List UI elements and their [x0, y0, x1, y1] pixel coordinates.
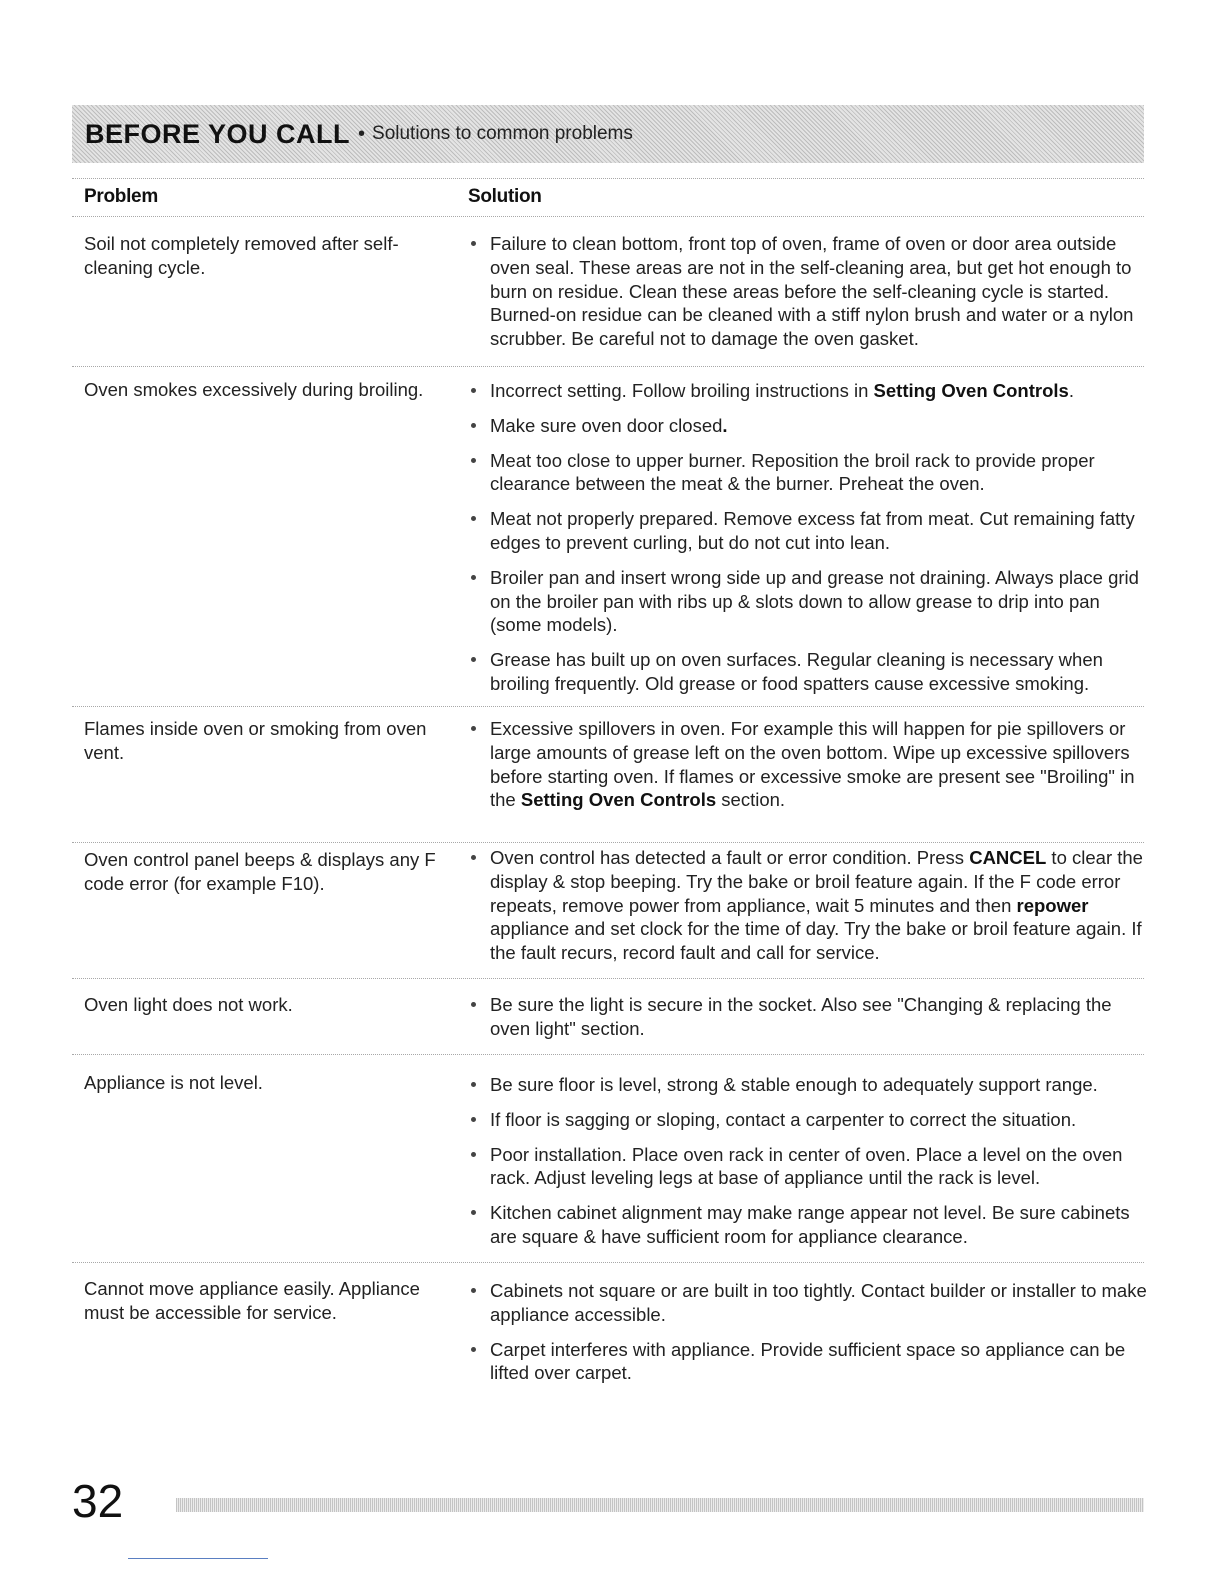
bullet-icon: [471, 657, 476, 662]
solution-item: [468, 379, 1148, 403]
row-divider: [72, 706, 1144, 707]
solution-text: Meat too close to upper burner. Reposition the broil rack to provide proper clearance between the meat & the burner. Preheat the oven.: [490, 449, 1095, 495]
solution-item: [468, 1201, 1148, 1249]
solution-text: .: [1068, 380, 1074, 401]
banner-separator: •: [358, 122, 366, 145]
row-divider: [72, 1262, 1144, 1263]
column-header-problem: Problem: [84, 186, 158, 207]
bullet-icon: [471, 855, 476, 860]
row-divider: [72, 978, 1144, 979]
table-top-rule: [72, 178, 1144, 179]
solution-text: Cabinets not square or are built in too tightly. Contact builder or installer to make appliance accessible.: [490, 1280, 1147, 1325]
row-divider: [72, 842, 1144, 843]
solution-text-bold: repower: [1016, 894, 1089, 916]
bullet-icon: [471, 1082, 476, 1087]
solution-text: Oven control has detected a fault or error condition. Press: [490, 847, 970, 868]
bullet-icon: [471, 1152, 476, 1157]
solution-item: [468, 1073, 1148, 1097]
solution-cell: [468, 1073, 1148, 1249]
solution-item: [468, 1108, 1148, 1132]
header-rule: [72, 216, 1144, 217]
solution-text: Incorrect setting. Follow broiling instructions in: [490, 380, 874, 401]
problem-cell: Flames inside oven or smoking from oven vent.: [84, 718, 427, 763]
solution-text: Be sure floor is level, strong & stable enough to adequately support range.: [490, 1074, 1098, 1095]
solution-item: [468, 507, 1148, 555]
solution-item: [468, 717, 1148, 812]
bullet-icon: [471, 1288, 476, 1293]
problem-cell: Appliance is not level.: [84, 1072, 263, 1093]
bullet-icon: [471, 726, 476, 731]
solution-cell: [468, 379, 1148, 696]
solution-item: [468, 648, 1148, 696]
solution-cell: [468, 1279, 1148, 1385]
problem-cell: Oven smokes excessively during broiling.: [84, 379, 424, 400]
solution-text: Broiler pan and insert wrong side up and grease not draining. Always place grid on the broiler pan with ribs up & slots down to allow grease to drip into pan (some models).: [490, 566, 1139, 636]
bullet-icon: [471, 1210, 476, 1215]
bullet-icon: [471, 575, 476, 580]
solution-text: Excessive spillovers in oven. For example this will happen for pie spillovers or large amounts of grease left on the oven bottom. Wipe up excessive spillovers before starting oven. If flames or excessive smoke are present see "Broiling" in the: [490, 718, 1135, 811]
solution-item: [468, 414, 1148, 438]
solution-text: Grease has built up on oven surfaces. Regular cleaning is necessary when broiling frequently. Old grease or food spatters cause excessive smoking.: [490, 649, 1103, 694]
footer-link-underline: [128, 1558, 268, 1559]
bullet-icon: [471, 1347, 476, 1352]
bullet-icon: [471, 1117, 476, 1122]
solution-text: Meat not properly prepared. Remove excess fat from meat. Cut remaining fatty edges to prevent curling, but do not cut into lean.: [490, 508, 1135, 553]
problem-cell: Oven control panel beeps & displays any F code error (for example F10).: [84, 849, 436, 894]
solution-text-bold: Setting Oven Controls: [873, 380, 1069, 401]
bullet-icon: [471, 388, 476, 393]
banner-title: BEFORE YOU CALL: [85, 118, 351, 149]
solution-text: to clear the display & stop beeping. Try the bake or broil feature again. If the F code error repeats, remove power from appliance, wait 5 minutes and then: [490, 847, 1143, 916]
solution-text-bold: Setting Oven Controls: [520, 789, 717, 811]
problem-cell: Cannot move appliance easily. Appliance must be accessible for service.: [84, 1278, 420, 1323]
solution-item: [468, 1338, 1148, 1386]
solution-item: [468, 846, 1148, 965]
bullet-icon: [471, 458, 476, 463]
problem-text: Oven light does not work.: [84, 994, 293, 1015]
solution-item: [468, 1279, 1148, 1327]
solution-text-bold: CANCEL: [969, 847, 1047, 868]
page-number: 32: [72, 1475, 124, 1527]
solution-item: [468, 566, 1148, 637]
solution-text: Make sure oven door closed: [490, 414, 723, 436]
solution-text: Poor installation. Place oven rack in center of oven. Place a level on the oven rack. Adjust leveling legs at base of appliance until the rack is level.: [490, 1143, 1123, 1189]
solution-text: appliance and set clock for the time of day. Try the bake or broil feature again. If the fault recurs, record fault and call for service.: [490, 918, 1142, 964]
solution-text-bold: .: [722, 414, 728, 436]
solution-item: [468, 993, 1148, 1041]
bullet-icon: [471, 1002, 476, 1007]
footer-bar: [176, 1498, 1144, 1512]
solution-text: Carpet interferes with appliance. Provide sufficient space so appliance can be lifted over carpet.: [490, 1338, 1126, 1384]
row-divider: [72, 1054, 1144, 1055]
solution-text: If floor is sagging or sloping, contact a carpenter to correct the situation.: [490, 1108, 1077, 1130]
solution-item: [468, 232, 1148, 351]
solution-cell: [468, 993, 1148, 1041]
row-divider: [72, 366, 1144, 367]
section-banner: [72, 105, 1144, 163]
solution-cell: [468, 846, 1148, 965]
solution-cell: [468, 717, 1148, 812]
bullet-icon: [471, 241, 476, 246]
bullet-icon: [471, 516, 476, 521]
solution-item: [468, 449, 1148, 497]
solution-text: Be sure the light is secure in the socket. Also see "Changing & replacing the oven light" section.: [490, 994, 1112, 1039]
solution-item: [468, 1143, 1148, 1191]
bullet-icon: [471, 423, 476, 428]
solution-text: Failure to clean bottom, front top of oven, frame of oven or door area outside oven seal. These areas are not in the self-cleaning area, but get hot enough to burn on residue. Clean these areas before the self-cleaning cycle is started. Burned-on residue can be cleaned with a stiff nylon brush and water or a nylon scrubber. Be careful not to damage the oven gasket.: [490, 233, 1134, 350]
column-header-solution: Solution: [468, 186, 542, 207]
problem-cell: [84, 993, 444, 1017]
banner-subtitle: Solutions to common problems: [372, 123, 633, 144]
problem-cell: Soil not completely removed after self-cleaning cycle.: [84, 233, 399, 278]
solution-cell: [468, 232, 1148, 351]
solution-text: section.: [716, 789, 786, 811]
solution-text: Kitchen cabinet alignment may make range appear not level. Be sure cabinets are square & have sufficient room for appliance clearance.: [490, 1202, 1130, 1247]
